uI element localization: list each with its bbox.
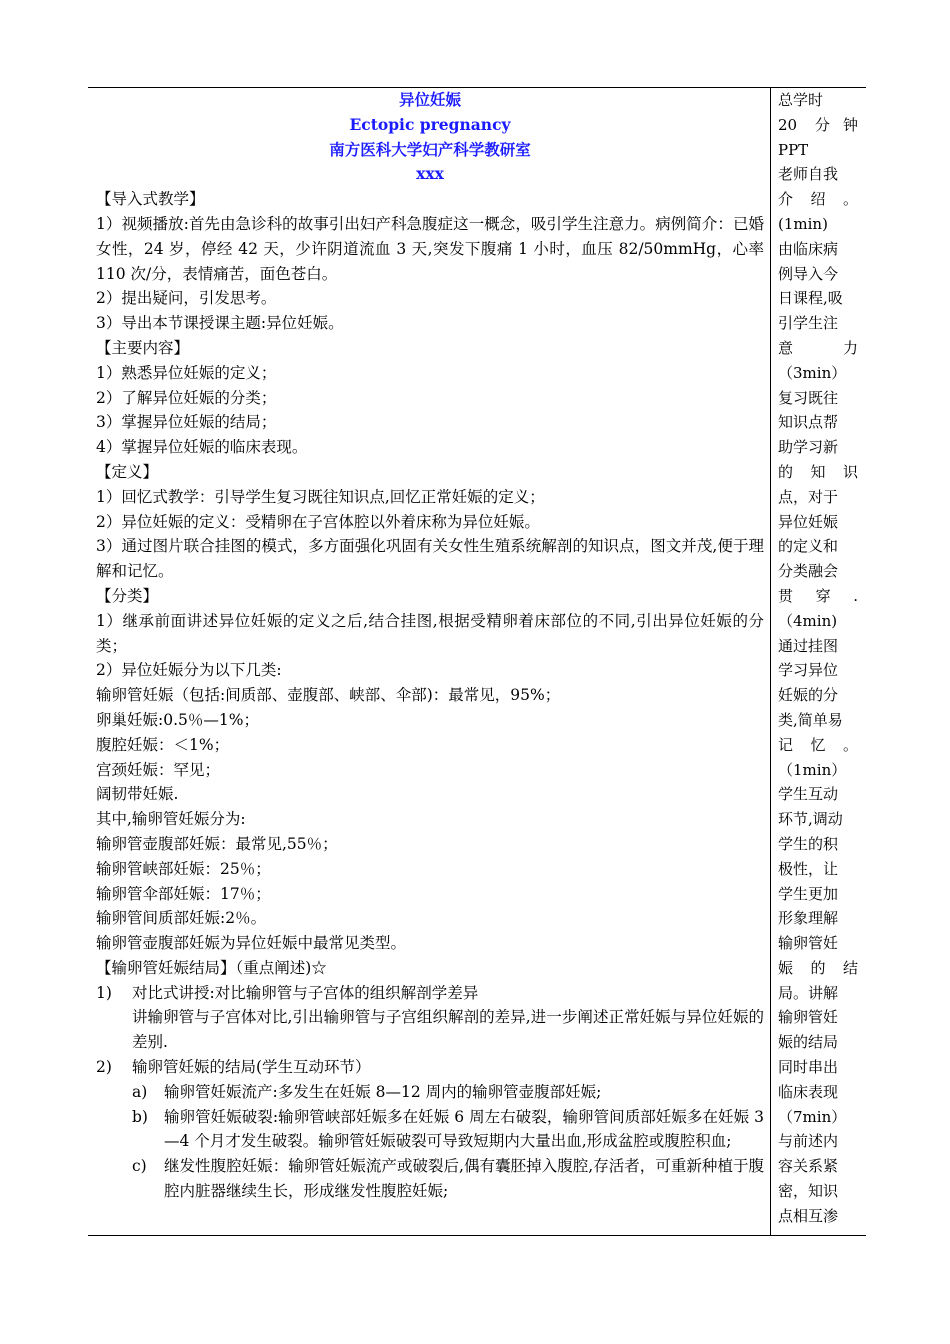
intro-paragraph-2: 2）提出疑问，引发思考。: [96, 289, 277, 308]
outcome-sub-item-c: [96, 1154, 764, 1204]
side-note-line: 点，对于: [778, 487, 839, 506]
side-note-line: 通过挂图: [778, 636, 839, 655]
classification-paragraph-1: 1）继承前面讲述异位妊娠的定义之后,结合挂图,根据受精卵着床部位的不同,引出异位妊娠的分类；: [96, 611, 764, 655]
section-heading-definition: 【定义】: [96, 462, 159, 481]
lesson-plan-table: [88, 87, 866, 1236]
classification-subtype: 输卵管伞部妊娠：17％；: [96, 884, 271, 903]
section-heading-intro: 【导入式教学】: [96, 190, 205, 209]
side-note-line: 点相互渗: [778, 1206, 839, 1225]
section-heading-content: 【主要内容】: [96, 338, 190, 357]
intro-paragraph-1: 1）视频播放:首先由急诊科的故事引出妇产科急腹症这一概念，吸引学生注意力。病例简介：已婚女性，24 岁，停经 42 天，少许阴道流血 3 天,突发下腹痛 1 小时，血压 82/50mmHg，心率 110 次/分，表情痛苦，面色苍白。: [96, 214, 764, 283]
classification-note: 输卵管壶腹部妊娠为异位妊娠中最常见类型。: [96, 934, 407, 953]
main-content-column: [96, 88, 764, 1204]
outcome-sub-item-b: [96, 1105, 764, 1155]
side-note-line: 密，知识: [778, 1182, 839, 1201]
section-heading-outcome: 【输卵管妊娠结局】（重点阐述)☆: [96, 958, 327, 977]
classification-paragraph-2: 2）异位妊娠分为以下几类:: [96, 661, 282, 680]
classification-type: 宫颈妊娠：罕见；: [96, 760, 221, 779]
side-note-line: 同时串出: [778, 1058, 839, 1077]
side-notes-column: [778, 88, 858, 1229]
classification-subtype: 输卵管间质部妊娠:2％。: [96, 909, 267, 928]
side-note-line: 的 知 识: [778, 462, 858, 481]
department: 南方医科大学妇产科学教研室: [329, 139, 531, 159]
title-cn: 异位妊娠: [398, 90, 461, 109]
outcome-item-2-number: 2): [96, 1058, 112, 1077]
side-note-line: 环节,调动: [778, 810, 843, 829]
definition-paragraph-2: 2）异位妊娠的定义：受精卵在子宫体腔以外着床称为异位妊娠。: [96, 512, 540, 531]
side-note-line: 分类融会: [778, 562, 839, 581]
side-note-line: 形象理解: [778, 909, 839, 928]
classification-type: 腹腔妊娠：＜1%；: [96, 735, 230, 754]
intro-paragraph-3: 3）导出本节课授课主题:异位妊娠。: [96, 314, 344, 333]
side-note-line: 妊娠的分: [778, 686, 839, 705]
outcome-sub-item-text: 继发性腹腔妊娠：输卵管妊娠流产或破裂后,偶有囊胚掉入腹腔,存活者，可重新种植于腹腔内脏器继续生长，形成继发性腹腔妊娠;: [164, 1157, 764, 1201]
outcome-sub-item-text: 输卵管妊娠流产:多发生在妊娠 8—12 周内的输卵管壶腹部妊娠;: [164, 1082, 602, 1101]
definition-paragraph-3: 3）通过图片联合挂图的模式，多方面强化巩固有关女性生殖系统解剖的知识点，图文并茂,便于理解和记忆。: [96, 537, 764, 581]
content-item: 4）掌握异位妊娠的临床表现。: [96, 438, 308, 457]
content-item: 1）熟悉异位妊娠的定义；: [96, 363, 277, 382]
classification-type: 输卵管妊娠（包括:间质部、壶腹部、峡部、伞部)：最常见，95%；: [96, 686, 561, 705]
side-note-line: 异位妊娠: [778, 512, 839, 531]
side-note-line: 的定义和: [778, 537, 839, 556]
title-en: Ectopic pregnancy: [349, 114, 511, 134]
side-note-line: 知识点帮: [778, 413, 839, 432]
outcome-item-1-text: 对比式讲授:对比输卵管与子宫体的组织解剖学差异: [132, 983, 479, 1002]
side-note-line: 娠的结局: [778, 1033, 839, 1052]
outcome-item-2-text: 输卵管妊娠的结局(学生互动环节）: [132, 1058, 371, 1077]
side-note-line: （1min）: [778, 760, 847, 779]
side-note-line: PPT: [778, 140, 809, 159]
side-note-line: 娠 的 结: [778, 958, 858, 977]
side-note-line: 由临床病: [778, 239, 839, 258]
side-note-line: 日课程,吸: [778, 289, 843, 308]
side-note-line: 学生互动: [778, 785, 839, 804]
side-note-line: 老师自我: [778, 165, 839, 184]
side-note-line: 助学习新: [778, 438, 839, 457]
outcome-sub-item-text: 输卵管妊娠破裂:输卵管峡部妊娠多在妊娠 6 周左右破裂，输卵管间质部妊娠多在妊娠 3—4 个月才发生破裂。输卵管妊娠破裂可导致短期内大量出血,形成盆腔或腹腔积血;: [164, 1107, 764, 1151]
side-note-line: 20 分钟: [778, 115, 858, 134]
classification-type: 卵巢妊娠:0.5％—1%；: [96, 710, 259, 729]
outcome-sub-item-a: [96, 1080, 764, 1105]
side-note-line: 输卵管妊: [778, 934, 839, 953]
side-note-line: 意 力: [778, 338, 858, 357]
side-note-line: 贯 穿 .: [778, 586, 858, 605]
definition-paragraph-1: 1）回忆式教学：引导学生复习既往知识点,回忆正常妊娠的定义；: [96, 487, 545, 506]
content-item: 2）了解异位妊娠的分类；: [96, 388, 277, 407]
side-note-line: 学习异位: [778, 661, 839, 680]
content-item: 3）掌握异位妊娠的结局；: [96, 413, 277, 432]
side-note-line: （3min）: [778, 363, 847, 382]
side-note-line: (1min): [778, 214, 828, 233]
classification-type: 阔韧带妊娠.: [96, 785, 179, 804]
column-divider: [770, 88, 771, 1235]
side-note-line: 容关系紧: [778, 1157, 839, 1176]
outcome-item-1: [96, 981, 764, 1006]
outcome-item-2: [96, 1055, 764, 1080]
side-note-line: 与前述内: [778, 1132, 839, 1151]
side-note-line: 介 绍 。: [778, 190, 858, 209]
outcome-sub-item-number: c): [132, 1157, 147, 1176]
side-note-line: 输卵管妊: [778, 1008, 839, 1027]
classification-sub-intro: 其中,输卵管妊娠分为:: [96, 810, 246, 829]
outcome-item-1-number: 1): [96, 983, 112, 1002]
section-heading-classification: 【分类】: [96, 586, 159, 605]
side-note-line: 学生更加: [778, 884, 839, 903]
side-note-line: 学生的积: [778, 834, 839, 853]
side-note-line: 类,简单易: [778, 710, 843, 729]
outcome-item-1-detail: 讲输卵管与子宫体对比,引出输卵管与子宫组织解剖的差异,进一步阐述正常妊娠与异位妊娠的差别.: [132, 1008, 764, 1052]
classification-subtype: 输卵管壶腹部妊娠：最常见,55％；: [96, 834, 338, 853]
side-note-line: （7min）: [778, 1107, 847, 1126]
side-note-line: 局。讲解: [778, 983, 839, 1002]
side-note-line: 引学生注: [778, 314, 839, 333]
outcome-sub-item-number: a): [132, 1082, 148, 1101]
side-note-line: 临床表现: [778, 1082, 839, 1101]
side-note-line: 极性，让: [778, 859, 839, 878]
side-note-line: 记忆。: [778, 735, 858, 754]
side-note-line: （4min): [778, 611, 838, 630]
side-note-line: 复习既往: [778, 388, 839, 407]
side-note-line: 总学时: [778, 91, 824, 109]
classification-subtype: 输卵管峡部妊娠：25％；: [96, 859, 271, 878]
outcome-sub-item-number: b): [132, 1107, 148, 1126]
author: xxx: [416, 164, 444, 184]
side-note-line: 例导入今: [778, 264, 839, 283]
